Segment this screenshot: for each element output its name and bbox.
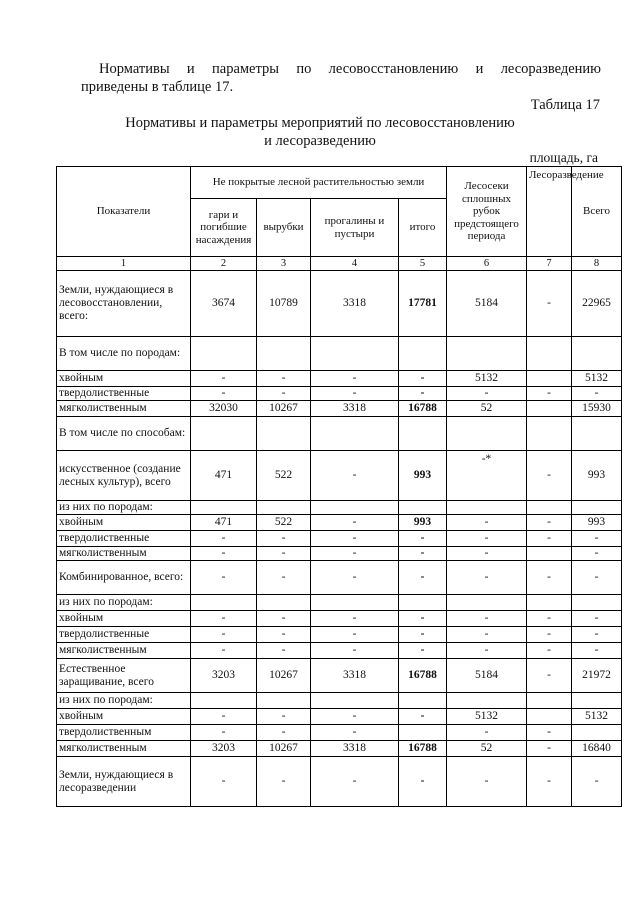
table-cell: - [527, 451, 572, 501]
table-cell [572, 693, 622, 709]
table-cell: 52 [447, 401, 527, 417]
table-cell: - [399, 547, 447, 561]
intro-word: лесоразведению [500, 61, 601, 77]
intro-line-1 [81, 60, 601, 78]
table-cell: 16788 [399, 741, 447, 757]
table-cell: 5132 [447, 371, 527, 387]
table-cell: - [399, 757, 447, 807]
table-cell: 5184 [447, 659, 527, 693]
table-cell: - [191, 709, 257, 725]
row-label: Естественное заращивание, всего [57, 659, 191, 693]
header-glades: прогалины и пустыри [311, 199, 399, 257]
table-cell: - [191, 547, 257, 561]
row-label: искусственное (создание лесных культур), всего [57, 451, 191, 501]
row-label: мягколиственным [57, 643, 191, 659]
table-cell: - [572, 547, 622, 561]
table-cell [399, 337, 447, 371]
table-cell: - [572, 757, 622, 807]
table-cell: 10789 [257, 271, 311, 337]
table-row [57, 595, 622, 611]
table-cell [447, 337, 527, 371]
row-label: хвойным [57, 709, 191, 725]
table-cell: 52 [447, 741, 527, 757]
row-label: твердолиственные [57, 627, 191, 643]
table-cell [399, 501, 447, 515]
table-cell: 32030 [191, 401, 257, 417]
table-cell: - [191, 531, 257, 547]
table-row [57, 401, 622, 417]
row-label: Комбинированное, всего: [57, 561, 191, 595]
intro-word: Нормативы [99, 61, 170, 77]
table-row [57, 741, 622, 757]
table-cell [572, 501, 622, 515]
row-label: Земли, нуждающиеся в лесоразведении [57, 757, 191, 807]
table-cell: - [527, 725, 572, 741]
row-label: мягколиственным [57, 741, 191, 757]
table-cell [572, 337, 622, 371]
table-cell [447, 595, 527, 611]
table-cell: 16788 [399, 401, 447, 417]
table-cell: - [447, 757, 527, 807]
table-cell: 3203 [191, 659, 257, 693]
intro-word: параметры [212, 61, 279, 77]
table-cell [527, 417, 572, 451]
table-cell: - [311, 725, 399, 741]
table-cell: - [257, 547, 311, 561]
table-cell: - [447, 531, 527, 547]
table-cell: - [257, 627, 311, 643]
table-cell [399, 595, 447, 611]
table-cell [527, 693, 572, 709]
table-cell: 993 [572, 451, 622, 501]
table-cell: - [257, 757, 311, 807]
table-cell: - [191, 371, 257, 387]
table-cell [527, 595, 572, 611]
table-cell: - [191, 611, 257, 627]
intro-line-2: приведены в таблице 17. [81, 79, 234, 95]
column-number: 5 [399, 257, 447, 271]
table-row [57, 627, 622, 643]
table-cell: - [257, 531, 311, 547]
table-cell: - [572, 531, 622, 547]
table-cell: - [527, 515, 572, 531]
table-cell: 5132 [572, 371, 622, 387]
intro-word: по [296, 61, 312, 77]
table-cell: - [527, 271, 572, 337]
intro-paragraph [81, 60, 601, 96]
table-cell: - [257, 709, 311, 725]
table-cell: - [311, 547, 399, 561]
table-cell [191, 693, 257, 709]
table-cell: 522 [257, 451, 311, 501]
table-cell: - [257, 561, 311, 595]
table-cell: 993 [399, 451, 447, 501]
table-row [57, 451, 622, 501]
table-cell: - [527, 659, 572, 693]
table-row [57, 337, 622, 371]
row-label: хвойным [57, 371, 191, 387]
table-cell: 15930 [572, 401, 622, 417]
table-row [57, 547, 622, 561]
table-cell: - [447, 627, 527, 643]
table-row [57, 611, 622, 627]
table-cell [527, 337, 572, 371]
table-row [57, 693, 622, 709]
column-number: 3 [257, 257, 311, 271]
table-row [57, 757, 622, 807]
table-cell: - [311, 531, 399, 547]
header-afforestation: Лесоразведение [527, 167, 572, 257]
column-number: 4 [311, 257, 399, 271]
table-cell: - [191, 561, 257, 595]
table-title [0, 114, 640, 150]
table-cell: - [447, 547, 527, 561]
table-cell [527, 547, 572, 561]
table-cell: - [311, 561, 399, 595]
header-uncovered-lands: Не покрытые лесной растительностью земли [191, 167, 447, 199]
table-cell: - [527, 757, 572, 807]
table-cell: - [447, 611, 527, 627]
table-cell [191, 595, 257, 611]
table-cell: 3203 [191, 741, 257, 757]
table-cell: - [399, 561, 447, 595]
table-cell: - [311, 451, 399, 501]
table-cell: - [257, 725, 311, 741]
table-number: Таблица 17 [530, 97, 600, 113]
header-subtotal: итого [399, 199, 447, 257]
table-body [57, 271, 622, 807]
column-numbers-row [57, 257, 622, 271]
table-row [57, 515, 622, 531]
table-row [57, 371, 622, 387]
table-cell [191, 501, 257, 515]
table-row [57, 709, 622, 725]
header-cuttings: вырубки [257, 199, 311, 257]
table-cell [257, 595, 311, 611]
table-cell: 21972 [572, 659, 622, 693]
table-cell: - [311, 643, 399, 659]
table-cell: - [527, 387, 572, 401]
table-cell [257, 337, 311, 371]
table-cell [399, 725, 447, 741]
table-cell: 3318 [311, 271, 399, 337]
column-number: 8 [572, 257, 622, 271]
table-cell: - [447, 561, 527, 595]
table-row [57, 531, 622, 547]
column-number: 6 [447, 257, 527, 271]
table-cell [527, 401, 572, 417]
header-clearcut: Лесосеки сплошных рубок предстоящего периода [447, 167, 527, 257]
table-cell: - [399, 627, 447, 643]
row-label: мягколиственным [57, 401, 191, 417]
table-cell: 993 [399, 515, 447, 531]
table-cell: 10267 [257, 741, 311, 757]
table-cell: 16788 [399, 659, 447, 693]
table-cell [311, 693, 399, 709]
table-cell: - [191, 387, 257, 401]
table-cell [447, 693, 527, 709]
table-cell: - [527, 561, 572, 595]
table-cell [257, 501, 311, 515]
table-cell [311, 417, 399, 451]
row-label: из них по породам: [57, 501, 191, 515]
table-cell: - [527, 741, 572, 757]
table-cell [572, 417, 622, 451]
table-row [57, 643, 622, 659]
table-cell [191, 337, 257, 371]
table-cell: 5184 [447, 271, 527, 337]
row-label: хвойным [57, 611, 191, 627]
table-cell: - [311, 757, 399, 807]
row-label: хвойным [57, 515, 191, 531]
table-cell: - [572, 387, 622, 401]
table-cell: 17781 [399, 271, 447, 337]
table-cell: - [191, 643, 257, 659]
table-cell: - [572, 627, 622, 643]
table-cell: - [447, 725, 527, 741]
table-cell [311, 595, 399, 611]
table-row [57, 387, 622, 401]
table-cell: 471 [191, 515, 257, 531]
table-cell [572, 595, 622, 611]
row-label: твердолиственные [57, 531, 191, 547]
header-total: Всего [572, 167, 622, 257]
table-cell: - [311, 611, 399, 627]
unit-label: площадь, га [529, 150, 598, 165]
normatives-table [56, 166, 622, 807]
table-cell: 10267 [257, 401, 311, 417]
row-label: мягколиственным [57, 547, 191, 561]
table-title-line-2: и лесоразведению [264, 133, 376, 149]
table-cell: - [311, 515, 399, 531]
table-row [57, 271, 622, 337]
table-cell: - [191, 725, 257, 741]
table-cell: - [399, 709, 447, 725]
row-label: из них по породам: [57, 693, 191, 709]
table-row [57, 417, 622, 451]
table-cell: 522 [257, 515, 311, 531]
table-cell: - [527, 611, 572, 627]
table-cell [527, 709, 572, 725]
table-cell: - [527, 531, 572, 547]
column-number: 2 [191, 257, 257, 271]
table-cell: - [527, 627, 572, 643]
table-cell [311, 501, 399, 515]
table-row [57, 561, 622, 595]
row-label: В том числе по породам: [57, 337, 191, 371]
table-cell: - [311, 371, 399, 387]
table-cell [257, 417, 311, 451]
table-cell: - [257, 643, 311, 659]
table-cell: 10267 [257, 659, 311, 693]
table-cell: 471 [191, 451, 257, 501]
table-cell: - [399, 371, 447, 387]
table-cell: - [572, 611, 622, 627]
table-cell: 5132 [447, 709, 527, 725]
table-cell: -* [447, 451, 527, 501]
table-cell: 993 [572, 515, 622, 531]
table-cell [572, 725, 622, 741]
intro-word: и [186, 61, 195, 77]
table-title-line-1: Нормативы и параметры мероприятий по лесовосстановлению [125, 115, 515, 131]
row-label: В том числе по способам: [57, 417, 191, 451]
table-cell: - [191, 757, 257, 807]
table-cell: 22965 [572, 271, 622, 337]
table-cell [399, 693, 447, 709]
table-cell [447, 417, 527, 451]
table-cell: - [399, 531, 447, 547]
intro-word: лесовосстановлению [328, 61, 459, 77]
table-cell: - [257, 611, 311, 627]
table-cell [447, 501, 527, 515]
table-cell: - [311, 387, 399, 401]
table-cell [191, 417, 257, 451]
column-number: 7 [527, 257, 572, 271]
table-cell: - [447, 643, 527, 659]
table-cell [527, 371, 572, 387]
table-cell: - [257, 371, 311, 387]
table-row [57, 725, 622, 741]
table-cell: 3318 [311, 401, 399, 417]
table-row [57, 659, 622, 693]
table-cell: 3318 [311, 659, 399, 693]
column-number: 1 [57, 257, 191, 271]
table-cell: - [311, 709, 399, 725]
table-cell: - [191, 627, 257, 643]
table-cell: - [447, 387, 527, 401]
table-cell [311, 337, 399, 371]
intro-word: и [475, 61, 484, 77]
table-row [57, 501, 622, 515]
table-cell: 16840 [572, 741, 622, 757]
table-cell: - [572, 643, 622, 659]
row-label: из них по породам: [57, 595, 191, 611]
table-cell: - [399, 387, 447, 401]
table-cell: - [572, 561, 622, 595]
table-cell: - [311, 627, 399, 643]
table-cell [257, 693, 311, 709]
table-cell: 3674 [191, 271, 257, 337]
table-cell: - [447, 515, 527, 531]
row-label: твердолиственным [57, 725, 191, 741]
table-cell [399, 417, 447, 451]
table-cell: - [527, 643, 572, 659]
header-burnt: гари и погибшие насаждения [191, 199, 257, 257]
table-cell: 5132 [572, 709, 622, 725]
row-label: Земли, нуждающиеся в лесовосстановлении, всего: [57, 271, 191, 337]
table-cell [527, 501, 572, 515]
header-indicator: Показатели [57, 167, 191, 257]
table-cell: - [257, 387, 311, 401]
row-label: твердолиственные [57, 387, 191, 401]
table-cell: 3318 [311, 741, 399, 757]
table-cell: - [399, 611, 447, 627]
table-cell: - [399, 643, 447, 659]
